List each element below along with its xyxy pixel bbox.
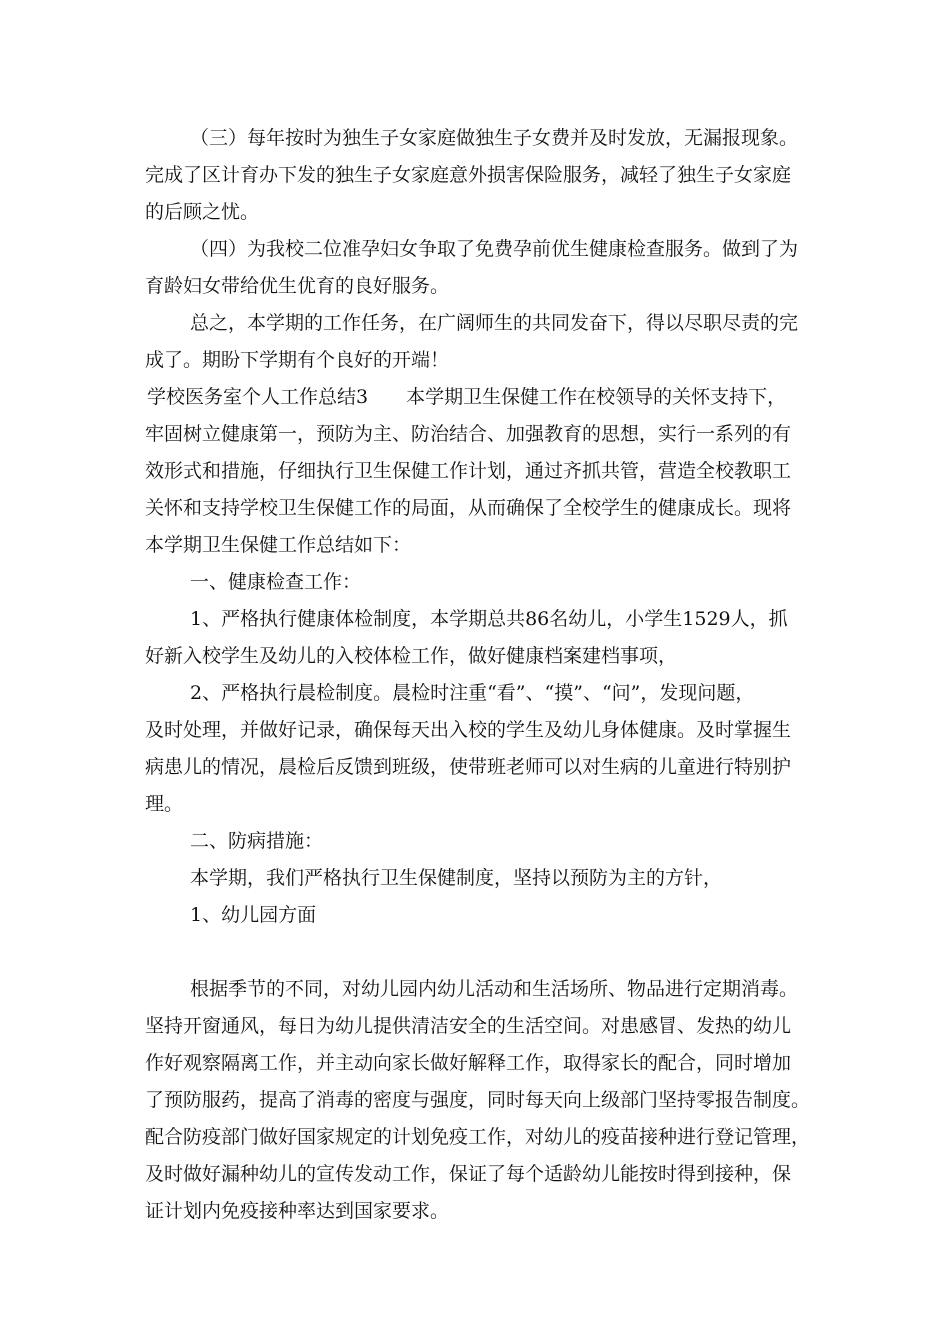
- subheading-line: 二、防病措施：: [190, 830, 324, 852]
- paragraph-line: 坚持开窗通风，每日为幼儿提供清洁安全的生活空间。对患感冒、发热的幼儿: [145, 1015, 792, 1037]
- paragraph-line: 及时做好漏种幼儿的宣传发动工作，保证了每个适龄幼儿能按时得到接种，保: [145, 1163, 792, 1185]
- paragraph-line: 牢固树立健康第一，预防为主、防治结合、加强教育的思想，实行一系列的有: [145, 423, 792, 445]
- paragraph-line: 育龄妇女带给优生优育的良好服务。: [145, 275, 450, 297]
- paragraph-line: 成了。期盼下学期有个良好的开端！: [145, 349, 450, 371]
- paragraph-line: 本学期，我们严格执行卫生保健制度，坚持以预防为主的方针，: [190, 867, 723, 889]
- paragraph-line: 及时处理，并做好记录，确保每天出入校的学生及幼儿身体健康。及时掌握生: [145, 719, 792, 741]
- paragraph-line: 本学期卫生保健工作总结如下：: [145, 534, 412, 556]
- paragraph-line: 关怀和支持学校卫生保健工作的局面，从而确保了全校学生的健康成长。现将: [145, 497, 792, 519]
- paragraph-line: 好新入校学生及幼儿的入校体检工作，做好健康档案建档事项，: [145, 645, 678, 667]
- paragraph-line: 了预防服药，提高了消毒的密度与强度，同时每天向上级部门坚持零报告制度。: [145, 1089, 811, 1111]
- paragraph-line: （四）为我校二位准孕妇女争取了免费孕前优生健康检查服务。做到了为: [190, 238, 799, 260]
- section-heading-line: 学校医务室个人工作总结3 本学期卫生保健工作在校领导的关怀支持下，: [147, 386, 787, 408]
- paragraph-line: 效形式和措施，仔细执行卫生保健工作计划，通过齐抓共管，营造全校教职工: [145, 460, 792, 482]
- paragraph-line: 根据季节的不同，对幼儿园内幼儿活动和生活场所、物品进行定期消毒。: [190, 978, 799, 1000]
- subheading-line: 1、幼儿园方面: [190, 904, 317, 926]
- paragraph-line: 总之，本学期的工作任务，在广阔师生的共同发奋下，得以尽职尽责的完: [190, 312, 799, 334]
- paragraph-line: （三）每年按时为独生子女家庭做独生子女费并及时发放，无漏报现象。: [190, 127, 799, 149]
- paragraph-line: 作好观察隔离工作，并主动向家长做好解释工作，取得家长的配合，同时增加: [145, 1052, 792, 1074]
- paragraph-line: 证计划内免疫接种率达到国家要求。: [145, 1200, 450, 1222]
- paragraph-line: 理。: [145, 793, 184, 815]
- paragraph-line: 配合防疫部门做好国家规定的计划免疫工作，对幼儿的疫苗接种进行登记管理，: [145, 1126, 811, 1148]
- paragraph-line: 完成了区计育办下发的独生子女家庭意外损害保险服务，减轻了独生子女家庭: [145, 164, 792, 186]
- paragraph-line: 2、严格执行晨检制度。晨检时注重“看”、“摸”、“问”，发现问题，: [190, 682, 755, 704]
- subheading-line: 一、健康检查工作：: [190, 571, 362, 593]
- paragraph-line: 1、严格执行健康体检制度，本学期总共86名幼儿，小学生1529人，抓: [190, 608, 788, 630]
- paragraph-line: 病患儿的情况，晨检后反馈到班级，使带班老师可以对生病的儿童进行特别护: [145, 756, 792, 778]
- paragraph-line: 的后顾之忧。: [145, 201, 260, 223]
